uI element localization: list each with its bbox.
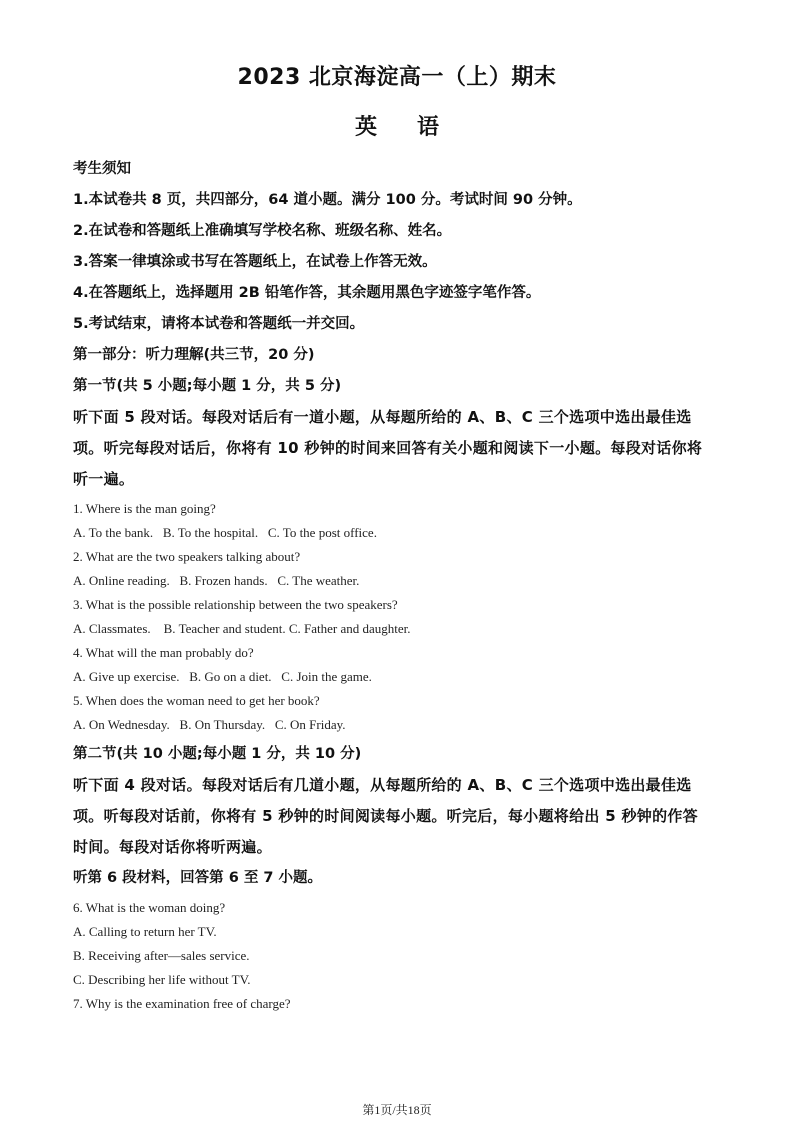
material-heading: 听第 6 段材料，回答第 6 至 7 小题。 xyxy=(73,870,323,886)
question-text: 3. What is the possible relationship between the two speakers? xyxy=(73,597,398,612)
section1-instruction-line: 听下面 5 段对话。每段对话后有一道小题，从每题所给的 A、B、C 三个选项中选出最佳选 xyxy=(73,408,692,426)
question-options: A. On Wednesday. B. On Thursday. C. On Friday. xyxy=(73,717,346,732)
question-text: 1. Where is the man going? xyxy=(73,501,216,516)
section2-instruction-line: 听下面 4 段对话。每段对话后有几道小题，从每题所给的 A、B、C 三个选项中选出最佳选 xyxy=(73,776,692,794)
section1-instruction-line: 项。听完每段对话后，你将有 10 秒钟的时间来回答有关小题和阅读下一小题。每段对话你将 xyxy=(73,439,703,457)
notice-item-1: 1.本试卷共 8 页，共四部分，64 道小题。满分 100 分。考试时间 90 分钟。 xyxy=(73,192,582,208)
question-options: A. To the bank. B. To the hospital. C. To the post office. xyxy=(73,525,377,540)
section2-heading: 第二节(共 10 小题;每小题 1 分，共 10 分) xyxy=(73,746,362,762)
notice-item-5: 5.考试结束，请将本试卷和答题纸一并交回。 xyxy=(73,316,365,332)
exam-content xyxy=(73,154,733,1018)
question-options: A. Give up exercise. B. Go on a diet. C. Join the game. xyxy=(73,669,372,684)
notice-heading: 考生须知 xyxy=(73,161,131,177)
section1-heading: 第一节(共 5 小题;每小题 1 分，共 5 分) xyxy=(73,378,342,394)
question-options: A. Online reading. B. Frozen hands. C. The weather. xyxy=(73,573,360,588)
subject-title: 英语 xyxy=(354,115,479,140)
question-options: A. Classmates. B. Teacher and student. C. Father and daughter. xyxy=(73,621,411,636)
exam-title: 2023 北京海淀高一（上）期末 xyxy=(237,65,557,90)
section2-instruction-line: 项。听每段对话前，你将有 5 秒钟的时间阅读每小题。听完后，每小题将给出 5 秒钟的作答 xyxy=(73,807,698,825)
notice-item-2: 2.在试卷和答题纸上准确填写学校名称、班级名称、姓名。 xyxy=(73,223,452,239)
section1-instruction-line: 听一遍。 xyxy=(73,470,135,488)
part1-heading: 第一部分：听力理解(共三节，20 分) xyxy=(73,347,315,363)
question-text: 7. Why is the examination free of charge? xyxy=(73,996,291,1011)
question-text: 4. What will the man probably do? xyxy=(73,645,254,660)
option-line: A. Calling to return her TV. xyxy=(73,924,217,939)
question-text: 2. What are the two speakers talking about? xyxy=(73,549,301,564)
section2-questions xyxy=(73,896,733,1016)
section2-instruction-line: 时间。每段对话你将听两遍。 xyxy=(73,838,272,856)
option-line: C. Describing her life without TV. xyxy=(73,972,251,987)
option-line: B. Receiving after—sales service. xyxy=(73,948,250,963)
question-text: 6. What is the woman doing? xyxy=(73,900,226,915)
notice-item-4: 4.在答题纸上，选择题用 2B 铅笔作答，其余题用黑色字迹签字笔作答。 xyxy=(73,285,541,301)
page-number: 第1页/共18页 xyxy=(362,1103,432,1117)
section1-questions xyxy=(73,497,733,737)
notice-item-3: 3.答案一律填涂或书写在答题纸上，在试卷上作答无效。 xyxy=(73,254,437,270)
question-text: 5. When does the woman need to get her book? xyxy=(73,693,320,708)
